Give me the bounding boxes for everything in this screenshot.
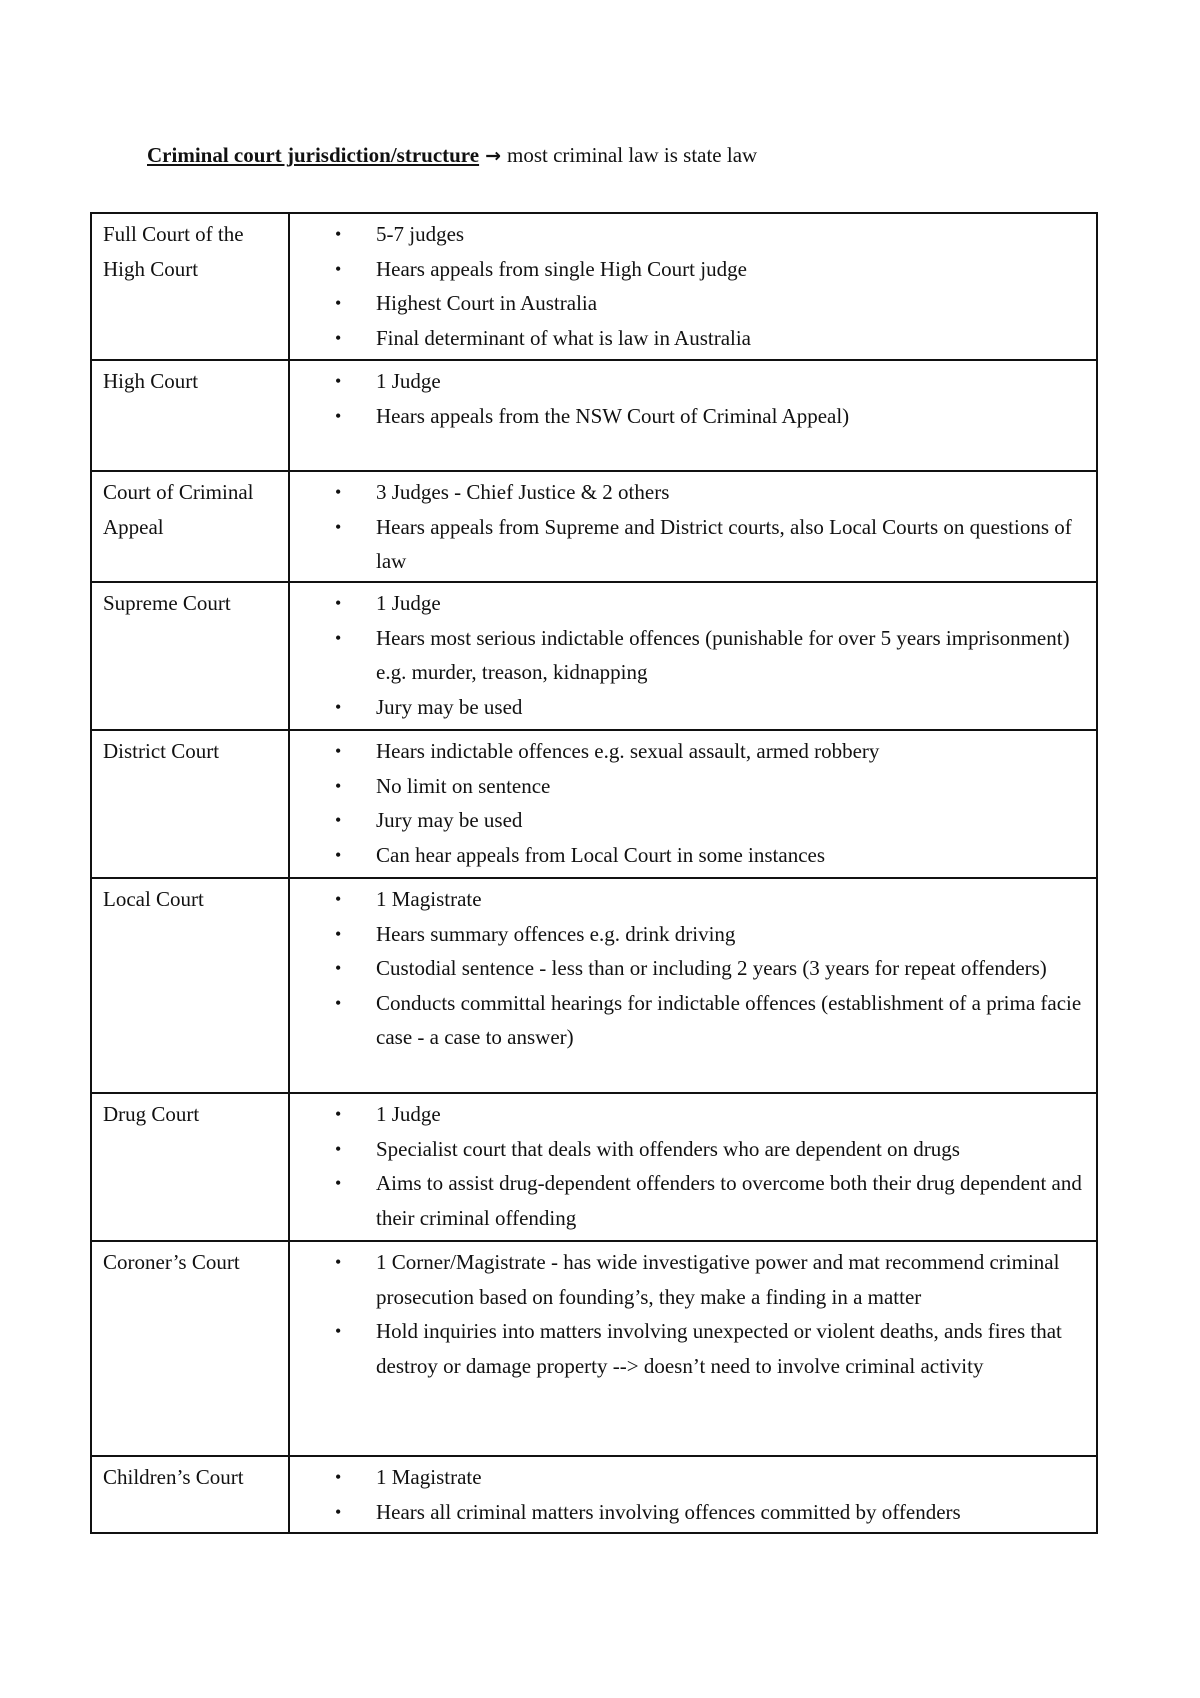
heading-title: Criminal court jurisdiction/structure <box>147 143 480 167</box>
list-item <box>290 769 1086 804</box>
table-row <box>91 878 1097 1093</box>
court-name: Supreme Court <box>91 582 289 730</box>
list-item <box>290 951 1086 986</box>
court-details <box>289 582 1097 730</box>
point-text: 5-7 judges <box>376 222 465 246</box>
court-points-list <box>290 586 1086 724</box>
point-text: 1 Corner/Magistrate - has wide investigative power and mat recommend criminal prosecution based on founding’s, they make a finding in a matter <box>376 1250 1060 1309</box>
court-details <box>289 1456 1097 1533</box>
list-item <box>290 510 1086 579</box>
bullet-icon: • <box>335 810 342 830</box>
court-points-list <box>290 882 1086 1055</box>
court-points-list <box>290 364 1086 433</box>
heading-subtitle: most criminal law is state law <box>507 143 758 167</box>
bullet-icon: • <box>335 593 342 613</box>
court-details <box>289 730 1097 878</box>
point-text: Hears indictable offences e.g. sexual assault, armed robbery <box>376 739 880 763</box>
point-text: Final determinant of what is law in Australia <box>376 325 752 350</box>
list-item <box>290 1166 1086 1235</box>
bullet-icon: • <box>335 1467 342 1487</box>
right-arrow-icon: → <box>485 145 501 167</box>
bullet-icon: • <box>335 224 342 244</box>
court-name: Full Court of the High Court <box>91 213 289 360</box>
list-item <box>290 621 1086 690</box>
list-item <box>290 1132 1086 1167</box>
point-text: Hears appeals from single High Court judge <box>376 256 747 281</box>
bullet-icon: • <box>335 696 342 717</box>
page-heading <box>147 142 757 169</box>
point-text: 1 Magistrate <box>376 887 482 911</box>
court-points-list <box>290 1460 1086 1529</box>
bullet-icon: • <box>335 1138 342 1159</box>
point-text: Jury may be used <box>376 808 523 832</box>
point-text: 1 Magistrate <box>376 1465 482 1489</box>
court-table-body <box>91 213 1097 1533</box>
table-row <box>91 730 1097 878</box>
list-item <box>290 690 1086 725</box>
point-text: Highest Court in Australia <box>376 291 598 315</box>
court-name: District Court <box>91 730 289 878</box>
point-text: Hears most serious indictable offences (punishable for over 5 years imprisonment) e.g. murder, treason, kidnapping <box>376 625 1070 684</box>
court-name: Children’s Court <box>91 1456 289 1533</box>
table-row <box>91 360 1097 471</box>
point-text: No limit on sentence <box>376 773 551 798</box>
court-points-list <box>290 1245 1086 1383</box>
list-item <box>290 321 1086 356</box>
bullet-icon: • <box>335 627 342 648</box>
list-item <box>290 986 1086 1055</box>
court-points-list <box>290 217 1086 355</box>
bullet-icon: • <box>335 992 342 1013</box>
bullet-icon: • <box>335 327 342 348</box>
court-details <box>289 471 1097 582</box>
point-text: Can hear appeals from Local Court in some instances <box>376 842 826 867</box>
point-text: 1 Judge <box>376 369 441 393</box>
list-item <box>290 1495 1086 1530</box>
table-row <box>91 1456 1097 1533</box>
court-details <box>289 1241 1097 1456</box>
list-item <box>290 734 1086 769</box>
bullet-icon: • <box>335 258 342 279</box>
bullet-icon: • <box>335 516 342 537</box>
point-text: Hears appeals from Supreme and District courts, also Local Courts on questions of law <box>376 514 1072 573</box>
list-item <box>290 252 1086 287</box>
point-text: 1 Judge <box>376 1102 441 1126</box>
list-item <box>290 1245 1086 1314</box>
court-points-list <box>290 475 1086 579</box>
list-item <box>290 1314 1086 1383</box>
court-points-list <box>290 734 1086 872</box>
bullet-icon: • <box>335 1321 342 1341</box>
table-row <box>91 582 1097 730</box>
list-item <box>290 917 1086 952</box>
court-name: Court of Criminal Appeal <box>91 471 289 582</box>
bullet-icon: • <box>335 958 342 978</box>
point-text: 1 Judge <box>376 591 441 615</box>
court-details <box>289 1093 1097 1241</box>
list-item <box>290 1097 1086 1132</box>
point-text: Hears summary offences e.g. drink driving <box>376 921 736 946</box>
bullet-icon: • <box>335 293 342 313</box>
bullet-icon: • <box>335 1104 342 1124</box>
bullet-icon: • <box>335 889 342 909</box>
court-name: High Court <box>91 360 289 471</box>
list-item <box>290 286 1086 321</box>
table-row <box>91 1241 1097 1456</box>
list-item <box>290 217 1086 252</box>
bullet-icon: • <box>335 405 342 426</box>
bullet-icon: • <box>335 482 342 502</box>
table-row <box>91 471 1097 582</box>
bullet-icon: • <box>335 1252 342 1272</box>
table-row <box>91 1093 1097 1241</box>
point-text: Conducts committal hearings for indictable offences (establishment of a prima facie case - a case to answer) <box>376 990 1082 1049</box>
bullet-icon: • <box>335 923 342 944</box>
point-text: Aims to assist drug-dependent offenders to overcome both their drug dependent and their criminal offending <box>376 1171 1082 1230</box>
court-name: Coroner’s Court <box>91 1241 289 1456</box>
bullet-icon: • <box>335 371 342 391</box>
court-details <box>289 878 1097 1093</box>
list-item <box>290 475 1086 510</box>
bullet-icon: • <box>335 1173 342 1193</box>
bullet-icon: • <box>335 844 342 865</box>
list-item <box>290 882 1086 917</box>
list-item <box>290 803 1086 838</box>
court-details <box>289 213 1097 360</box>
list-item <box>290 586 1086 621</box>
list-item <box>290 1460 1086 1495</box>
bullet-icon: • <box>335 741 342 761</box>
court-name: Local Court <box>91 878 289 1093</box>
point-text: 3 Judges - Chief Justice & 2 others <box>376 480 670 504</box>
point-text: Specialist court that deals with offenders who are dependent on drugs <box>376 1136 960 1161</box>
court-name: Drug Court <box>91 1093 289 1241</box>
table-row <box>91 213 1097 360</box>
bullet-icon: • <box>335 1501 342 1522</box>
bullet-icon: • <box>335 775 342 796</box>
court-structure-table <box>90 212 1098 1534</box>
list-item <box>290 364 1086 399</box>
list-item <box>290 399 1086 434</box>
point-text: Hears appeals from the NSW Court of Criminal Appeal) <box>376 403 850 428</box>
point-text: Hold inquiries into matters involving unexpected or violent deaths, ands fires that destroy or damage property --> doesn’t need to involve criminal activity <box>376 1319 1062 1378</box>
list-item <box>290 838 1086 873</box>
point-text: Jury may be used <box>376 694 523 719</box>
point-text: Hears all criminal matters involving offences committed by offenders <box>376 1499 961 1524</box>
point-text: Custodial sentence - less than or including 2 years (3 years for repeat offenders) <box>376 956 1047 980</box>
court-points-list <box>290 1097 1086 1235</box>
court-details <box>289 360 1097 471</box>
